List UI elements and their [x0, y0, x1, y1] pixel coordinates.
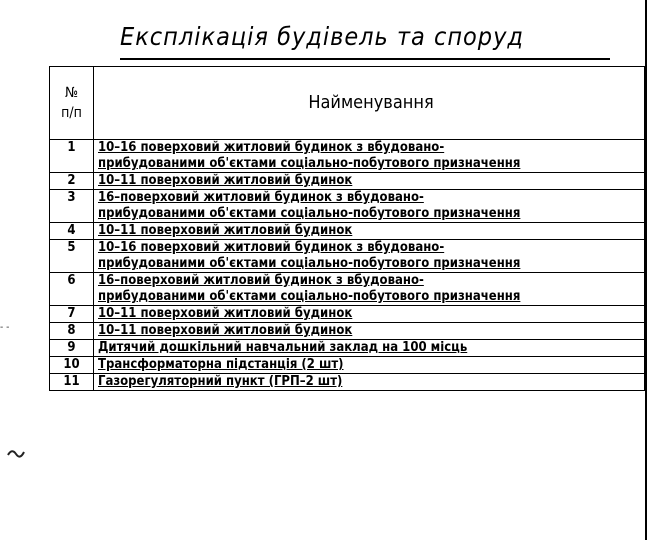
- row-name-line: 10–11 поверховий житловий будинок: [98, 223, 353, 238]
- table-row: [50, 273, 645, 306]
- row-name-line: прибудованими об'єктами соціально-побутового призначення: [98, 256, 521, 271]
- row-name: [94, 306, 645, 323]
- table-header-row: [50, 67, 645, 140]
- row-name: [94, 223, 645, 240]
- row-name-line: прибудованими об'єктами соціально-побутового призначення: [98, 289, 521, 304]
- row-number: 3: [50, 190, 94, 223]
- row-number: 11: [50, 374, 94, 391]
- stray-mark: - -: [0, 322, 10, 333]
- row-name-line: 10–11 поверховий житловий будинок: [98, 173, 353, 188]
- row-number: 4: [50, 223, 94, 240]
- table-row: [50, 306, 645, 323]
- row-name: [94, 190, 645, 223]
- table-row: [50, 223, 645, 240]
- frame-border-right: [645, 0, 647, 540]
- row-name: [94, 340, 645, 357]
- row-name-line: 10–16 поверховий житловий будинок з вбудовано-: [98, 140, 445, 155]
- row-name-line: 16–поверховий житловий будинок з вбудовано-: [98, 273, 424, 288]
- row-number: 6: [50, 273, 94, 306]
- table-row: [50, 240, 645, 273]
- row-name-line: Газорегуляторний пункт (ГРП–2 шт): [98, 374, 343, 389]
- row-number: 2: [50, 173, 94, 190]
- row-name: [94, 357, 645, 374]
- row-name-line: 10–16 поверховий житловий будинок з вбудовано-: [98, 240, 445, 255]
- row-name: [94, 140, 645, 173]
- table-row: [50, 140, 645, 173]
- page-title: Експлікація будівель та споруд: [120, 22, 524, 51]
- row-name-line: 16–поверховий житловий будинок з вбудовано-: [98, 190, 424, 205]
- row-name: [94, 374, 645, 391]
- header-name: Найменування: [94, 67, 645, 140]
- table-row: [50, 323, 645, 340]
- row-number: 8: [50, 323, 94, 340]
- row-name: [94, 273, 645, 306]
- row-name-line: Дитячий дошкільний навчальний заклад на 100 місць: [98, 340, 468, 355]
- table-row: [50, 374, 645, 391]
- row-number: 5: [50, 240, 94, 273]
- row-name: [94, 173, 645, 190]
- row-name-line: 10–11 поверховий житловий будинок: [98, 306, 353, 321]
- table-row: [50, 173, 645, 190]
- row-name-line: прибудованими об'єктами соціально-побутового призначення: [98, 156, 521, 171]
- row-number: 1: [50, 140, 94, 173]
- row-name-line: Трансформаторна підстанція (2 шт): [98, 357, 344, 372]
- row-number: 7: [50, 306, 94, 323]
- row-name-line: прибудованими об'єктами соціально-побутового призначення: [98, 206, 521, 221]
- table-row: [50, 357, 645, 374]
- title-underline: [120, 58, 610, 60]
- row-name-line: 10–11 поверховий житловий будинок: [98, 323, 353, 338]
- table-row: [50, 190, 645, 223]
- header-number: № п/п: [50, 67, 94, 140]
- row-name: [94, 323, 645, 340]
- table-row: [50, 340, 645, 357]
- explication-table: [49, 66, 645, 391]
- row-number: 9: [50, 340, 94, 357]
- row-name: [94, 240, 645, 273]
- row-number: 10: [50, 357, 94, 374]
- stray-scribble: [6, 446, 28, 460]
